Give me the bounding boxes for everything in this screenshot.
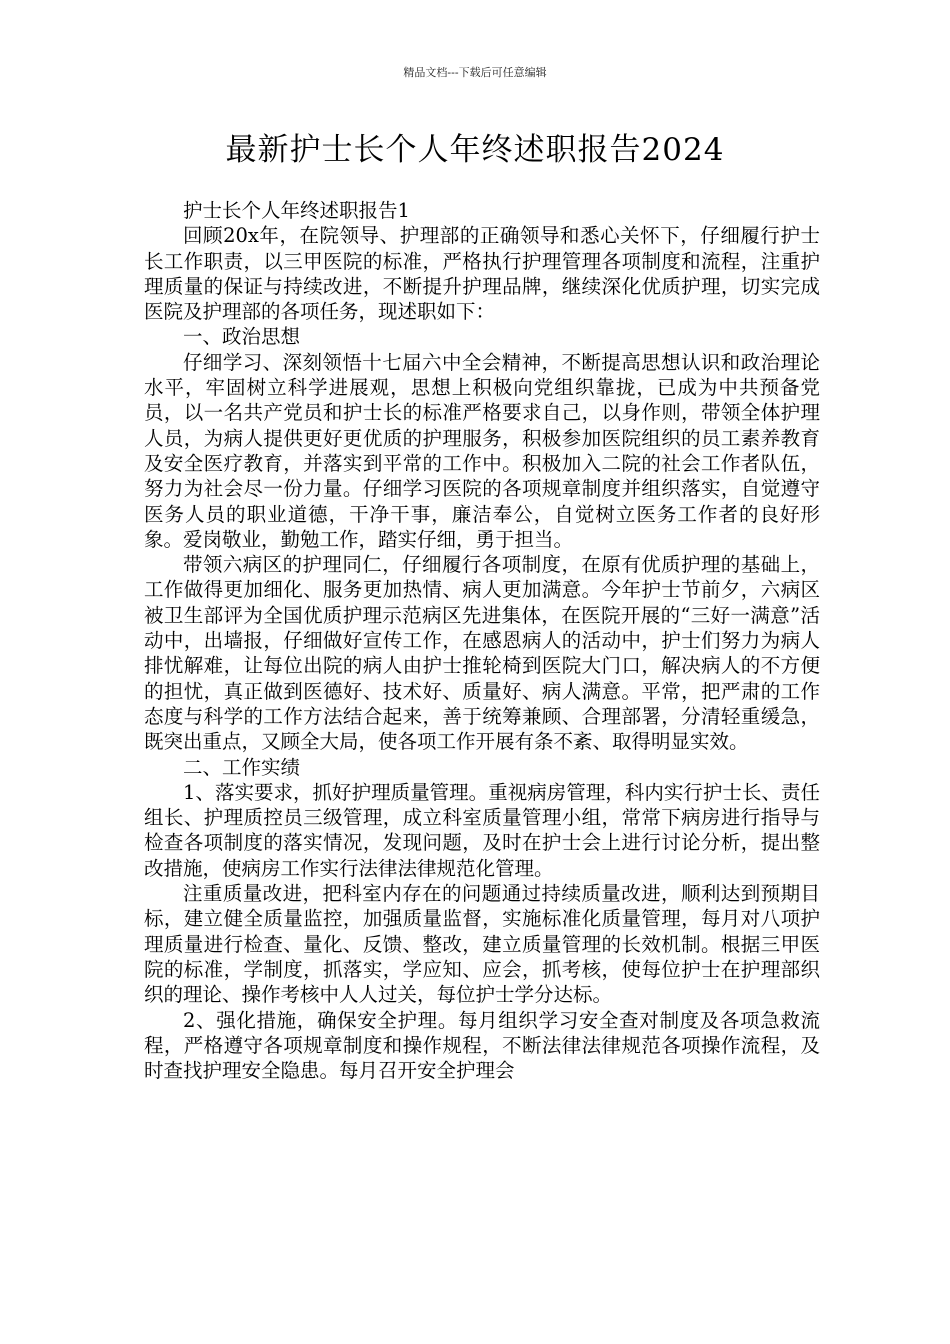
report-subtitle: 护士长个人年终述职报告1	[183, 199, 410, 222]
politics-paragraph-2: 带领六病区的护理同仁，仔细履行各项制度，在原有优质护理的基础上，工作做得更加细化、服务更加热情、病人更加满意。今年护士节前夕，六病区被卫生部评为全国优质护理示范病区先进集体，在医院开展的“三好一满意”活动中，出墙报，仔细做好宣传工作，在感恩病人的活动中，护士们努力为病人排忧解难，让每位出院的病人由护士推轮椅到医院大门口，解决病人的不方便的担忧，真正做到医德好、技术好、质量好、病人满意。平常，把严肃的工作态度与科学的工作方法结合起来，善于统筹兼顾、合理部署，分清轻重缓急，既突出重点，又顾全大局，使各项工作开展有条不紊、取得明显实效。	[144, 553, 820, 754]
achievement-paragraph-2: 注重质量改进，把科室内存在的问题通过持续质量改进，顺利达到预期目标，建立健全质量监控，加强质量监督，实施标准化质量管理，每月对八项护理质量进行检查、量化、反馈、整改，建立质量管理的长效机制。根据三甲医院的标准，学制度，抓落实，学应知、应会，抓考核，使每位护士在护理部织织的理论、操作考核中人人过关，每位护士学分达标。	[144, 882, 820, 1007]
politics-paragraph-1: 仔细学习、深刻领悟十七届六中全会精神，不断提高思想认识和政治理论水平，牢固树立科学进展观，思想上积极向党组织靠拢，已成为中共预备党员，以一名共产党员和护士长的标准严格要求自己，以身作则，带领全体护理人员，为病人提供更好更优质的护理服务，积极参加医院组织的员工素养教育及安全医疗教育，并落实到平常的工作中。积极加入二院的社会工作者队伍，努力为社会尽一份力量。仔细学习医院的各项规章制度并组织落实，自觉遵守医务人员的职业道德，干净干事，廉洁奉公，自觉树立医务工作者的良好形象。爱岗敬业，勤勉工作，踏实仔细，勇于担当。	[144, 350, 820, 551]
achievement-paragraph-3: 2、强化措施，确保安全护理。每月组织学习安全查对制度及各项急救流程，严格遵守各项规章制度和操作规程，不断法律法律规范各项操作流程，及时查找护理安全隐患。每月召开安全护理会	[144, 1008, 820, 1083]
header-note: 精品文档---下载后可任意编辑	[403, 66, 547, 79]
section-heading-politics: 一、政治思想	[183, 325, 301, 349]
document-title: 最新护士长个人年终述职报告2024	[225, 132, 725, 168]
section-heading-achievements: 二、工作实绩	[183, 755, 301, 779]
intro-paragraph: 回顾20x年，在院领导、护理部的正确领导和悉心关怀下，仔细履行护士长工作职责，以三甲医院的标准，严格执行护理管理各项制度和流程，注重护理质量的保证与持续改进，不断提升护理品牌，继续深化优质护理，切实完成医院及护理部的各项任务，现述职如下：	[144, 224, 820, 324]
achievement-paragraph-1: 1、落实要求，抓好护理质量管理。重视病房管理，科内实行护士长、责任组长、护理质控员三级管理，成立科室质量管理小组，常常下病房进行指导与检查各项制度的落实情况，发现问题，及时在护士会上进行讨论分析，提出整改措施，使病房工作实行法律法律规范化管理。	[144, 780, 820, 880]
document-body	[144, 198, 820, 1083]
